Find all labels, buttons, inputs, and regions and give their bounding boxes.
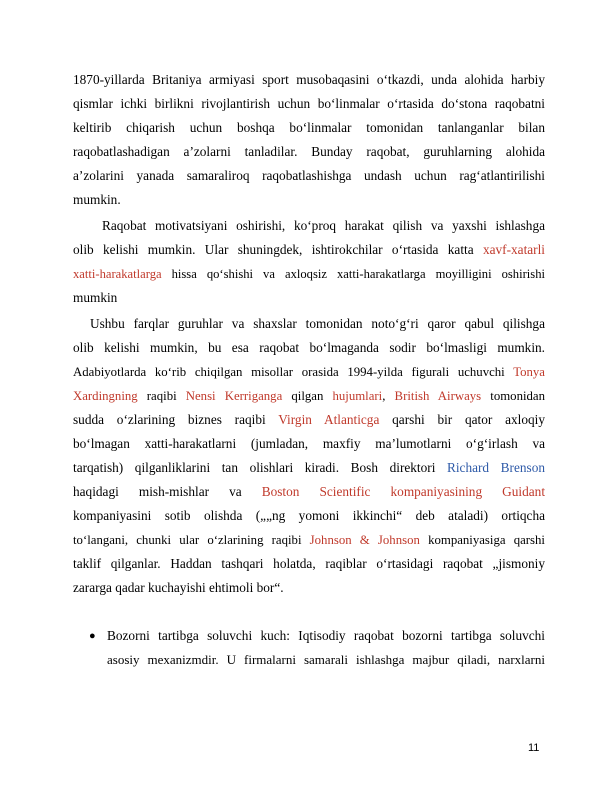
para3-line-5-text-b: qarshi bir qator axloqiy (379, 412, 545, 427)
para1-line-4: raqobatlashadigan aʼzolarni tanladilar. Bunday raqobat, guruhlarning alohida (73, 144, 545, 159)
para2-line-1: Raqobat motivatsiyani oshirishi, koʻproq harakat qilish va yaxshi ishlashga (102, 218, 545, 233)
bullet-icon: ● (89, 630, 96, 642)
link-british-airways[interactable]: British Airways (394, 389, 482, 403)
text-raqibi: raqibi (137, 389, 186, 403)
para2-line-4: mumkin (73, 290, 118, 305)
link-kompaniyasining-guidant[interactable]: kompaniyasining Guidant (390, 484, 546, 499)
link-xatti-harakatlarga[interactable]: xatti-harakatlarga (73, 267, 162, 281)
para1-line-3: keltirib chiqarish uchun boshqa boʻlinmalar tomonidan tanlanganlar bilan (73, 120, 545, 135)
para3-line-9: kompaniyasini sotib olishda („„ng yomoni ikkinchi“ deb ataladi) ortiqcha (73, 508, 545, 523)
link-xavf-xatarli[interactable]: xavf-xatarli (482, 242, 545, 257)
para3-line-1: Ushbu farqlar guruhlar va shaxslar tomonidan notoʻgʻri qaror qabul qilishga (90, 316, 545, 331)
para1-line-2: qismlar ichki birlikni rivojlantirish uchun boʻlinmalar oʻrtasida doʻstona raqobatni (73, 96, 545, 111)
para1-line-6: mumkin. (73, 192, 121, 207)
para1-line-1: 1870-yillarda Britaniya armiyasi sport musobaqasini oʻtkazdi, unda alohida harbiy (73, 72, 545, 87)
para3-line-3 (73, 364, 545, 380)
link-richard-brenson[interactable]: Richard Brenson (446, 460, 545, 475)
text-qilgan: qilgan (282, 389, 333, 403)
para1-line-5: aʼzolarini yanada samaraliroq raqobatlashishga undash uchun ragʻatlantirilishi (73, 168, 545, 183)
para3-line-8-text: haqidagi mish-mishlar va (73, 484, 262, 499)
text-comma: , (382, 389, 395, 403)
para3-line-7-text: tarqatish) qilganliklarini tan olishlari kiradi. Bosh direktori (73, 460, 447, 475)
para3-line-2: olib kelishi mumkin, bu esa raqobat boʻlmaganda sodir boʻlmasligi mumkin. (73, 340, 545, 355)
link-johnson-and-johnson[interactable]: Johnson & Johnson (309, 533, 420, 547)
para2-line-2-text: olib kelishi mumkin. Ular shuningdek, ishtirokchilar oʻrtasida katta (73, 242, 474, 257)
para3-line-7 (73, 460, 545, 476)
link-hujumlari[interactable]: hujumlari (332, 389, 383, 403)
para3-line-5 (73, 412, 545, 428)
text-space (370, 484, 390, 499)
bullet-line-2: asosiy mexanizmdir. U firmalarni samarali ishlashga majbur qiladi, narxlarni (107, 652, 545, 667)
para2-line-3 (73, 266, 545, 282)
para3-line-3-text: Adabiyotlarda koʻrib chiqilgan misollar orasida 1994-yilda figurali uchuvchi (73, 365, 514, 379)
para3-line-10 (73, 532, 545, 548)
para3-line-8 (73, 484, 545, 500)
bullet-line-1: Bozorni tartibga soluvchi kuch: Iqtisodiy raqobat bozorni tartibga soluvchi (107, 628, 545, 643)
link-xardingning[interactable]: Xardingning (73, 389, 138, 403)
para3-line-6: boʻlmagan xatti-harakatlarni (jumladan, maxfiy maʼlumotlarni oʻgʻirlash va (73, 436, 545, 451)
link-nensi-kerriganga[interactable]: Nensi Kerriganga (185, 389, 283, 403)
link-boston-scientific[interactable]: Boston Scientific (261, 484, 371, 499)
para2-line-2 (73, 242, 545, 258)
para3-line-12: zararga qadar kuchayishi ehtimoli bor“. (73, 580, 284, 595)
para3-line-5-text-a: sudda oʻzlarining biznes raqibi (73, 412, 279, 427)
para3-line-4 (73, 388, 545, 404)
para3-line-10-text-b: kompaniyasiga qarshi (419, 533, 545, 547)
para3-line-10-text-a: toʻlangani, chunki ular oʻzlarining raqibi (73, 533, 310, 547)
link-virgin-atlanticga[interactable]: Virgin Atlanticga (278, 412, 380, 427)
para3-line-11: taklif qilganlar. Haddan tashqari holatda, raqiblar oʻrtasidagi raqobat „jismoniy (73, 556, 545, 571)
text-tomonidan: tomonidan (481, 389, 545, 403)
page-number: 11 (528, 742, 540, 754)
link-tonya[interactable]: Tonya (513, 365, 545, 379)
para2-line-3-text: hissa qoʻshishi va axloqsiz xatti-harakatlarga moyilligini oshirishi (161, 267, 545, 281)
